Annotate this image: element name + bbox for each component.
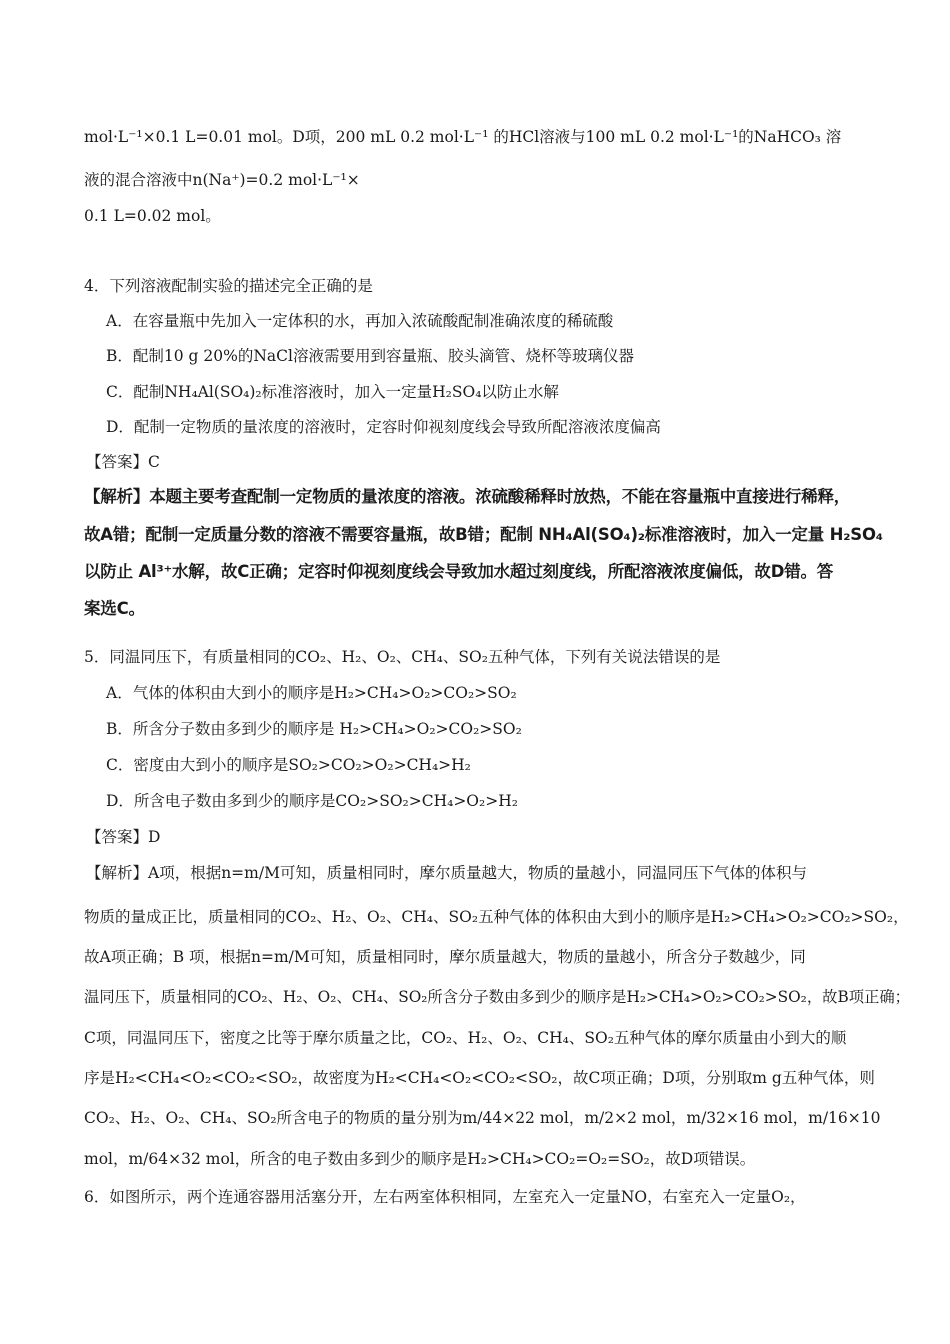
text-line: mol·L⁻¹×0.1 L=0.01 mol。D项，200 mL 0.2 mol·L⁻¹ 的HCl溶液与100 mL 0.2 mol·L⁻¹的NaHCO₃ 溶 bbox=[84, 128, 842, 146]
question-5-explanation: mol，m/64×32 mol，所含的电子数由多到少的顺序是H₂>CH₄>CO₂=O₂=SO₂，故D项错误。 bbox=[84, 1150, 756, 1168]
text-line: 0.1 L=0.02 mol。 bbox=[84, 207, 221, 225]
question-5-option-c: C．密度由大到小的顺序是SO₂>CO₂>O₂>CH₄>H₂ bbox=[106, 756, 471, 774]
question-4-option-c: C．配制NH₄Al(SO₄)₂标准溶液时，加入一定量H₂SO₄以防止水解 bbox=[106, 383, 559, 401]
question-5-explanation: 物质的量成正比，质量相同的CO₂、H₂、O₂、CH₄、SO₂五种气体的体积由大到小的顺序是H₂>CH₄>O₂>CO₂>SO₂， bbox=[84, 908, 909, 926]
question-5-explanation: CO₂、H₂、O₂、CH₄、SO₂所含电子的物质的量分别为m/44×22 mol，m/2×2 mol，m/32×16 mol，m/16×10 bbox=[84, 1109, 881, 1127]
question-5-explanation: 温同压下，质量相同的CO₂、H₂、O₂、CH₄、SO₂所含分子数由多到少的顺序是H₂>CH₄>O₂>CO₂>SO₂，故B项正确； bbox=[84, 988, 910, 1006]
question-5-explanation: 序是H₂<CH₄<O₂<CO₂<SO₂，故密度为H₂<CH₄<O₂<CO₂<SO₂，故C项正确；D项，分别取m g五种气体，则 bbox=[84, 1069, 875, 1087]
question-5-option-d: D．所含电子数由多到少的顺序是CO₂>SO₂>CH₄>O₂>H₂ bbox=[106, 792, 518, 810]
question-4-answer: 【答案】C bbox=[86, 453, 160, 471]
question-4-stem: 4．下列溶液配制实验的描述完全正确的是 bbox=[84, 277, 373, 295]
question-5-answer: 【答案】D bbox=[86, 828, 161, 846]
question-4-option-a: A．在容量瓶中先加入一定体积的水，再加入浓硫酸配制准确浓度的稀硫酸 bbox=[106, 312, 614, 330]
question-4-explanation: 【解析】本题主要考查配制一定物质的量浓度的溶液。浓硫酸稀释时放热，不能在容量瓶中直接进行稀释， bbox=[84, 487, 851, 506]
question-4-explanation: 以防止 Al³⁺水解，故C正确；定容时仰视刻度线会导致加水超过刻度线，所配溶液浓度偏低，故D错。答 bbox=[84, 562, 834, 581]
text-line: 液的混合溶液中n(Na⁺)=0.2 mol·L⁻¹× bbox=[84, 171, 360, 189]
question-5-option-b: B．所含分子数由多到少的顺序是 H₂>CH₄>O₂>CO₂>SO₂ bbox=[106, 720, 522, 738]
question-4-explanation: 案选C。 bbox=[84, 599, 145, 618]
question-5-stem: 5．同温同压下，有质量相同的CO₂、H₂、O₂、CH₄、SO₂五种气体，下列有关说法错误的是 bbox=[84, 648, 721, 666]
question-4-option-d: D．配制一定物质的量浓度的溶液时，定容时仰视刻度线会导致所配溶液浓度偏高 bbox=[106, 418, 661, 436]
question-5-explanation: 【解析】A项，根据n=m/M可知，质量相同时，摩尔质量越大，物质的量越小，同温同压下气体的体积与 bbox=[86, 864, 807, 882]
question-5-explanation: 故A项正确；B 项，根据n=m/M可知，质量相同时，摩尔质量越大，物质的量越小，所含分子数越少，同 bbox=[84, 948, 806, 966]
question-6-stem: 6．如图所示，两个连通容器用活塞分开，左右两室体积相同，左室充入一定量NO，右室充入一定量O₂， bbox=[84, 1188, 806, 1206]
question-5-option-a: A．气体的体积由大到小的顺序是H₂>CH₄>O₂>CO₂>SO₂ bbox=[106, 684, 517, 702]
question-4-option-b: B．配制10 g 20%的NaCl溶液需要用到容量瓶、胶头滴管、烧杯等玻璃仪器 bbox=[106, 347, 634, 365]
question-5-explanation: C项，同温同压下，密度之比等于摩尔质量之比，CO₂、H₂、O₂、CH₄、SO₂五种气体的摩尔质量由小到大的顺 bbox=[84, 1029, 847, 1047]
question-4-explanation: 故A错；配制一定质量分数的溶液不需要容量瓶，故B错；配制 NH₄Al(SO₄)₂标准溶液时，加入一定量 H₂SO₄ bbox=[84, 525, 883, 544]
